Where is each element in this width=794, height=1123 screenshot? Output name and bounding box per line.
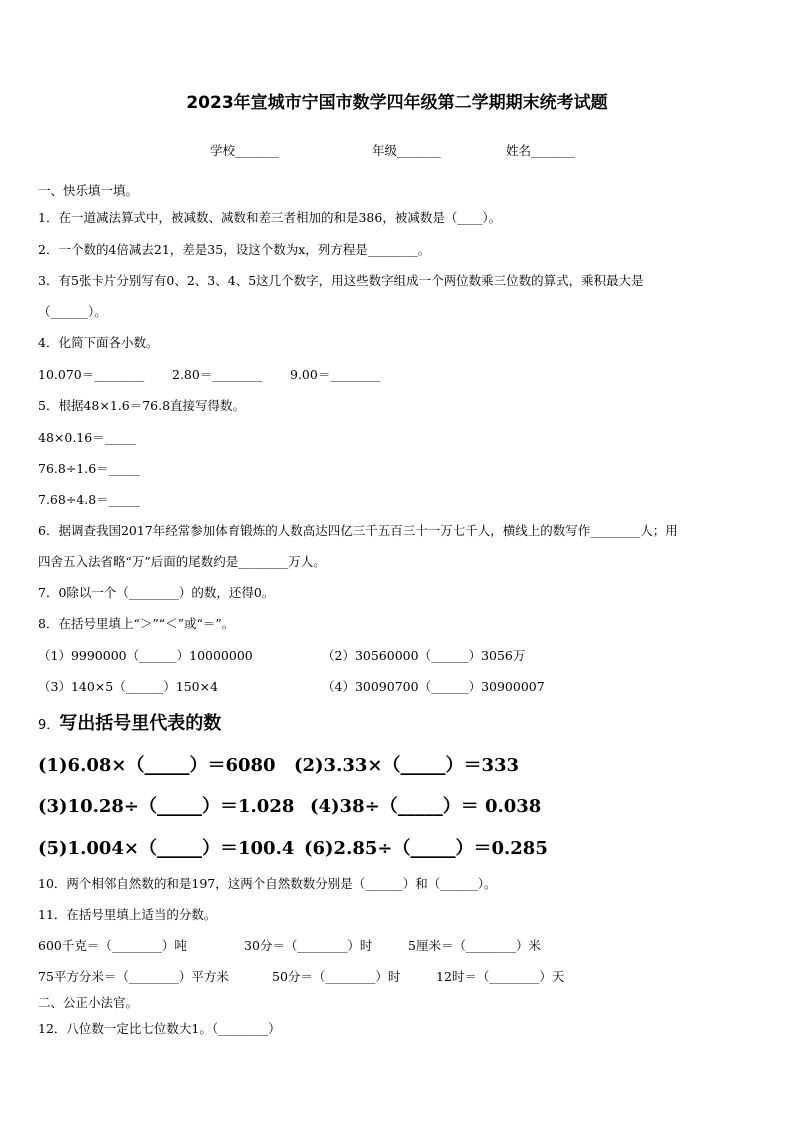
question-9-item: (3)10.28÷（_____）＝1.028 [38,796,295,817]
question-3-line-1: 3．有5张卡片分别写有0、2、3、4、5这几个数字，用这些数字组成一个两位数乘三位数的算式，乘积最大是 [38,273,644,288]
name-field: 姓名_______ [506,143,575,158]
question-8-item: （4）30090700（______）30900007 [322,679,545,694]
question-8-item: （1）9990000（______）10000000 [38,648,253,663]
question-5-item: 76.8÷1.6＝_____ [38,461,140,476]
question-11-item: 12时＝（________）天 [436,969,565,984]
section-1-heading: 一、快乐填一填。 [38,183,139,198]
school-field: 学校_______ [210,143,279,158]
question-11-item: 75平方分米＝（________）平方米 [38,969,229,984]
question-7: 7．0除以一个（________）的数，还得0。 [38,585,275,600]
question-9-item: (1)6.08×（_____）＝6080 [38,755,276,776]
question-4: 4．化简下面各小数。 [38,335,159,350]
question-9-item: (5)1.004×（_____）＝100.4 [38,838,295,859]
question-11: 11．在括号里填上适当的分数。 [38,907,217,922]
question-9-item: (2)3.33×（_____）＝333 [294,755,520,776]
exam-title: 2023年宣城市宁国市数学四年级第二学期期末统考试题 [186,93,608,113]
question-8-item: （3）140×5（______）150×4 [38,679,219,694]
question-4-item: 2.80＝________ [172,367,263,382]
question-11-item: 50分＝（________）时 [272,969,401,984]
question-9-item: (6)2.85÷（_____）＝0.285 [304,838,548,859]
question-3-line-2: （______）。 [38,304,107,319]
question-9-item: (4)38÷（_____）＝ 0.038 [310,796,542,817]
question-5-item: 7.68÷4.8＝_____ [38,492,140,507]
question-5: 5．根据48×1.6＝76.8直接写得数。 [38,398,246,413]
question-9-number: 9． [38,718,60,733]
grade-field: 年级_______ [372,143,441,158]
question-5-item: 48×0.16＝_____ [38,430,136,445]
question-6-line-2: 四舍五入法省略“万”后面的尾数约是________万人。 [38,554,326,569]
question-2: 2．一个数的4倍减去21，差是35，设这个数为x，列方程是________。 [38,242,431,257]
question-8: 8．在括号里填上“＞”“＜”或“＝”。 [38,616,235,631]
question-6-line-1: 6．据调查我国2017年经常参加体育锻炼的人数高达四亿三千五百三十一万七千人，横线上的数写作________人；用 [38,523,678,538]
question-10: 10．两个相邻自然数的和是197，这两个自然数数分别是（______）和（______）。 [38,876,497,891]
question-11-item: 30分＝（________）时 [244,938,373,953]
section-2-heading: 二、公正小法官。 [38,995,139,1010]
question-9-text: 写出括号里代表的数 [59,713,222,734]
question-8-item: （2）30560000（______）3056万 [322,648,526,663]
question-4-item: 10.070＝________ [38,367,145,382]
question-11-item: 600千克＝（________）吨 [38,938,187,953]
question-9-heading [38,709,221,735]
question-4-item: 9.00＝________ [290,367,381,382]
question-11-item: 5厘米＝（________）米 [408,938,541,953]
question-1: 1．在一道减法算式中，被减数、减数和差三者相加的和是386，被减数是（____）。 [38,210,502,225]
question-12: 12．八位数一定比七位数大1。（________） [38,1021,281,1036]
